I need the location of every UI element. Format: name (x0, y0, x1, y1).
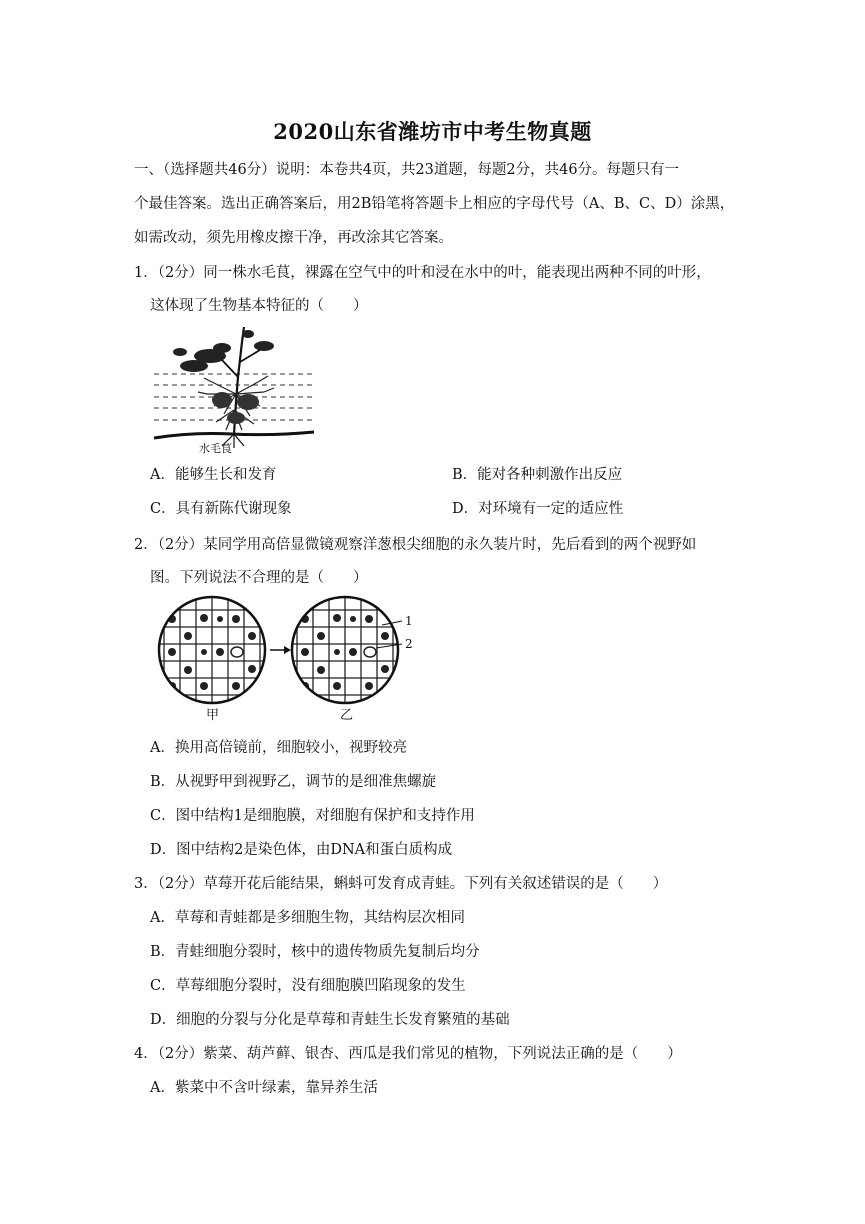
q2-figure-label-left: 甲 (206, 708, 220, 723)
q3-option-b[interactable]: B．青蛙细胞分裂时，核中的遗传物质先复制后均分 (150, 944, 480, 960)
q2-figure-microscope-fields (150, 594, 420, 724)
q1-option-c[interactable]: C．具有新陈代谢现象 (150, 501, 292, 517)
intro-line-1: 一、（选择题共46分）说明：本卷共4页，共23道题，每题2分，共46分。每题只有一 (134, 162, 680, 178)
q1-option-d[interactable]: D．对环境有一定的适应性 (452, 501, 624, 517)
q2-option-b[interactable]: B．从视野甲到视野乙，调节的是细准焦螺旋 (150, 774, 437, 790)
q2-option-d[interactable]: D．图中结构2是染色体，由DNA和蛋白质构成 (150, 842, 453, 858)
q2-figure-mark-2: 2 (405, 637, 413, 651)
q1-stem-line-1: 1．（2分）同一株水毛茛，裸露在空气中的叶和浸在水中的叶，能表现出两种不同的叶形， (134, 265, 711, 281)
q2-stem-line-1: 2．（2分）某同学用高倍显微镜观察洋葱根尖细胞的永久装片时，先后看到的两个视野如 (134, 537, 697, 553)
q3-option-c[interactable]: C．草莓细胞分裂时，没有细胞膜凹陷现象的发生 (150, 978, 466, 994)
q3-option-d[interactable]: D．细胞的分裂与分化是草莓和青蛙生长发育繁殖的基础 (150, 1012, 510, 1028)
q1-figure-water-buttercup (152, 322, 317, 457)
q4-stem: 4．（2分）紫菜、葫芦藓、银杏、西瓜是我们常见的植物，下列说法正确的是（ ） (134, 1046, 682, 1062)
q3-stem: 3．（2分）草莓开花后能结果，蝌蚪可发育成青蛙。下列有关叙述错误的是（ ） (134, 876, 668, 892)
q1-figure-label: 水毛茛 (199, 442, 232, 455)
q2-option-a[interactable]: A．换用高倍镜前，细胞较小，视野较亮 (150, 740, 407, 756)
q1-option-b[interactable]: B．能对各种刺激作出反应 (452, 467, 623, 483)
q2-stem-line-2: 图。下列说法不合理的是（ ） (150, 570, 368, 586)
q2-figure-mark-1: 1 (405, 614, 413, 628)
intro-line-2: 个最佳答案。选出正确答案后，用2B铅笔将答题卡上相应的字母代号（A、B、C、D）涂黑， (134, 196, 735, 212)
q3-option-a[interactable]: A．草莓和青蛙都是多细胞生物，其结构层次相同 (150, 910, 465, 926)
q1-option-a[interactable]: A．能够生长和发育 (150, 467, 277, 483)
q1-stem-line-2: 这体现了生物基本特征的（ ） (150, 298, 368, 314)
q2-figure-label-right: 乙 (340, 708, 354, 723)
q4-option-a[interactable]: A．紫菜中不含叶绿素，靠异养生活 (150, 1080, 378, 1096)
intro-line-3: 如需改动，须先用橡皮擦干净，再改涂其它答案。 (134, 230, 453, 246)
page-title: 2020山东省潍坊市中考生物真题 (273, 119, 592, 144)
q2-option-c[interactable]: C．图中结构1是细胞膜，对细胞有保护和支持作用 (150, 808, 475, 824)
